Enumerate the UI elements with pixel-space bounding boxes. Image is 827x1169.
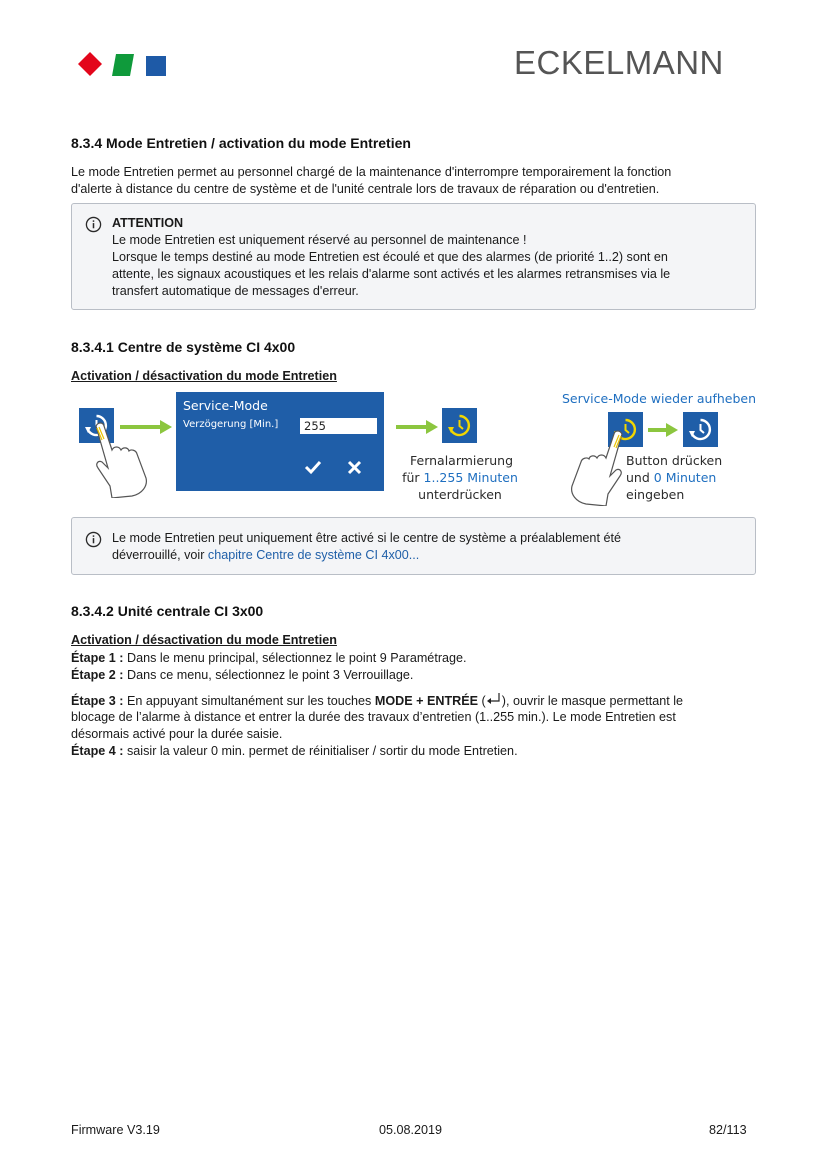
intro-line-1: Le mode Entretien permet au personnel chargé de la maintenance d'interrompre temporairement la fonction [71, 165, 672, 179]
button-zero-minutes: 0 Minuten [653, 470, 717, 485]
intro-line-2: d'alerte à distance du centre de système et de l'unité centrale lors de travaux de réparation ou d'entretien. [71, 182, 660, 196]
note-line-1: Le mode Entretien peut uniquement être activé si le centre de système a préalablement été [112, 531, 621, 545]
enter-key-icon [486, 692, 502, 706]
subsection-heading-ci4x00: Activation / désactivation du mode Entretien [71, 369, 337, 383]
logo-green-parallelogram [112, 54, 134, 76]
subsection-title-ci4x00: 8.3.4.1 Centre de système CI 4x00 [71, 339, 296, 355]
arrow-right-icon [396, 420, 438, 434]
footer-firmware: Firmware V3.19 [71, 1123, 160, 1137]
button-line-1: Button drücken [626, 453, 723, 468]
step-3-line-3: désormais activé pour la durée saisie. [71, 727, 283, 741]
confirm-check-icon[interactable] [304, 459, 322, 475]
service-mode-panel [176, 392, 384, 491]
fernalarm-line-1: Fernalarmierung [410, 453, 514, 468]
cancel-service-mode-title: Service-Mode wieder aufheben [562, 391, 757, 406]
fernalarm-line-2: für 1..255 Minuten [402, 470, 518, 485]
attention-heading: ATTENTION [112, 216, 184, 230]
company-logo [74, 48, 170, 82]
fernalarm-minutes: 1..255 Minuten [423, 470, 518, 485]
service-mode-title: Service-Mode [183, 398, 268, 413]
logo-blue-square [146, 56, 166, 76]
chapter-link[interactable]: chapitre Centre de système CI 4x00... [207, 548, 420, 562]
info-icon [85, 531, 102, 548]
pointing-hand-icon [566, 428, 630, 506]
delay-label: Verzögerung [Min.] [183, 419, 279, 430]
step-2: Étape 2 : Dans ce menu, sélectionnez le point 3 Verrouillage. [71, 668, 414, 682]
button-line-2: und 0 Minuten [626, 470, 717, 485]
service-mode-active-icon [442, 408, 477, 443]
cancel-x-icon[interactable] [347, 460, 362, 475]
subsection-heading-ci3x00: Activation / désactivation du mode Entretien [71, 633, 337, 647]
note-line-2: déverrouillé, voir chapitre Centre de système CI 4x00... [112, 548, 420, 562]
arrow-right-icon [648, 423, 678, 437]
attention-line-2: Lorsque le temps destiné au mode Entretien est écoulé et que des alarmes (de priorité 1..2) sont en [112, 250, 668, 264]
footer-date: 05.08.2019 [379, 1123, 443, 1137]
attention-box [71, 203, 756, 310]
delay-input[interactable]: 255 [300, 418, 377, 434]
fernalarm-line-3: unterdrücken [418, 487, 502, 502]
logo-red-diamond [78, 52, 102, 76]
section-title: 8.3.4 Mode Entretien / activation du mode Entretien [71, 135, 411, 151]
arrow-right-icon [120, 420, 172, 434]
brand-name: ECKELMANN [514, 44, 724, 81]
info-icon [85, 216, 102, 233]
step-1: Étape 1 : Dans le menu principal, sélectionnez le point 9 Paramétrage. [71, 651, 467, 665]
step-4: Étape 4 : saisir la valeur 0 min. permet de réinitialiser / sortir du mode Entretien. [71, 744, 518, 758]
attention-line-3: attente, les signaux acoustiques et les relais d'alarme sont activés et les alarmes retransmises via le [112, 267, 671, 281]
attention-line-1: Le mode Entretien est uniquement réservé au personnel de maintenance ! [112, 233, 527, 247]
attention-line-4: transfert automatique de messages d'erreur. [112, 284, 359, 298]
step-3: Étape 3 : En appuyant simultanément sur les touches MODE + ENTRÉE ( ), ouvrir le masque permettant le [71, 694, 684, 708]
footer-page-number: 82/113 [709, 1123, 747, 1137]
subsection-title-ci3x00: 8.3.4.2 Unité centrale CI 3x00 [71, 603, 264, 619]
button-line-3: eingeben [626, 487, 685, 502]
service-mode-icon [683, 412, 718, 447]
note-box [71, 517, 756, 575]
step-3-line-2: blocage de l’alarme à distance et entrer la durée des travaux d’entretien (1..255 min.). Le mode Entretien est [71, 710, 676, 724]
